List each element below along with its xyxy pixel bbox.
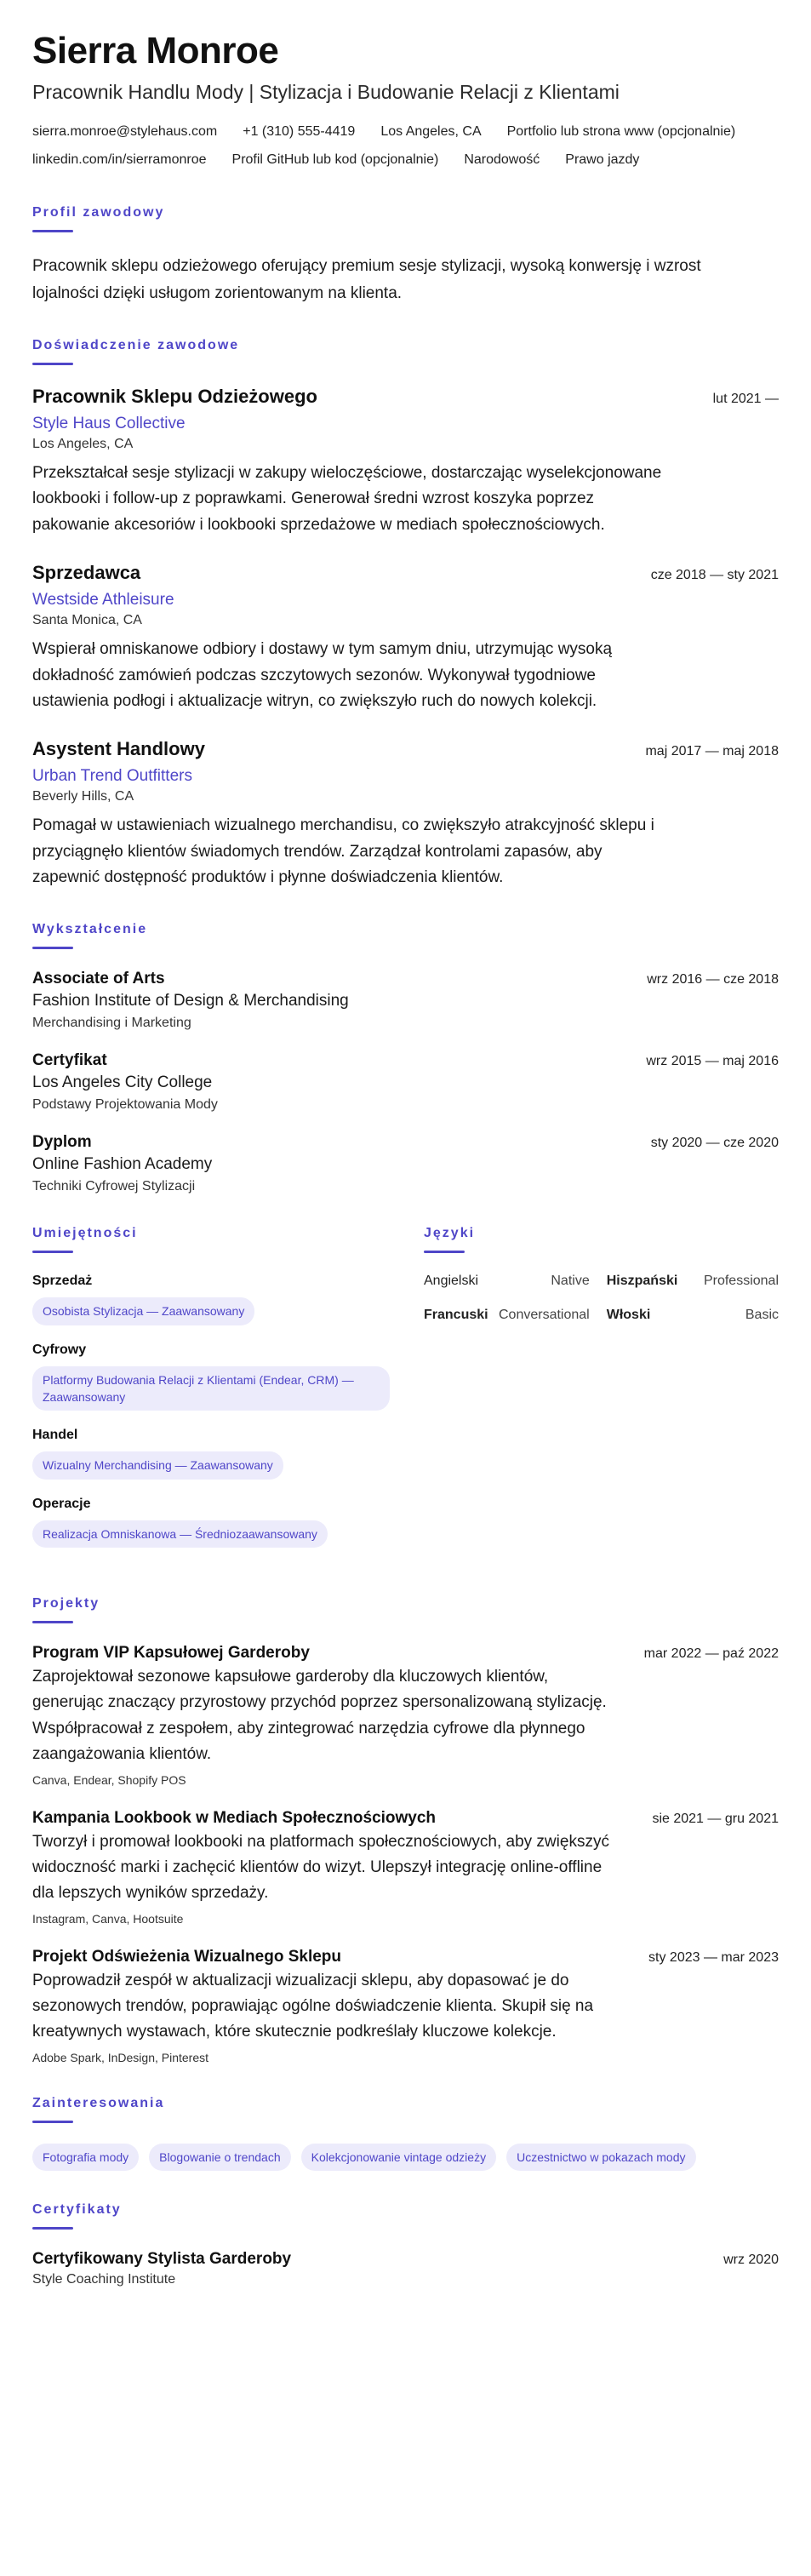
language-name: Hiszpański xyxy=(606,1274,678,1289)
project-description: Zaprojektował sezonowe kapsułowe garderoby dla kluczowych klientów, generując znaczący przyrostowy przychód poprzez spersonalizowaną stylizację. Współpracował z zespołem, aby zintegrować narzędzia cyfrowe dla płynnego zaangażowania klientów. xyxy=(32,1667,607,1764)
contact-portfolio[interactable]: Portfolio lub strona www (opcjonalnie) xyxy=(506,124,736,140)
project-entry xyxy=(32,1644,779,1787)
contact-location: Los Angeles, CA xyxy=(380,124,482,140)
job-company: Westside Athleisure xyxy=(32,591,174,610)
project-tools: Adobe Spark, InDesign, Pinterest xyxy=(32,2050,209,2064)
language-name: Angielski xyxy=(424,1274,479,1289)
headline: Pracownik Handlu Mody | Stylizacja i Budowanie Relacji z Klientami xyxy=(32,81,620,104)
education-field: Techniki Cyfrowej Stylizacji xyxy=(32,1179,196,1194)
interest-chip: Blogowanie o trendach xyxy=(149,2144,290,2171)
education-date: wrz 2016 — cze 2018 xyxy=(647,972,779,987)
skills-section xyxy=(32,1225,390,1564)
contact-email[interactable]: sierra.monroe@stylehaus.com xyxy=(32,124,218,140)
job-description: Wspierał omniskanowe odbiory i dostawy w tym samym dniu, utrzymując wysoką dokładność zamówień podczas szczytowych sezonów. Wykonywał tygodniowe ustawienia podłogi i aktualizacje witryn, co zwiększyło ruch do nowych kolekcji. xyxy=(32,640,613,710)
section-divider xyxy=(32,230,73,232)
skill-chip: Wizualny Merchandising — Zaawansowany xyxy=(32,1451,283,1479)
job-title: Pracownik Sklepu Odzieżowego xyxy=(32,385,317,407)
job-title: Asystent Handlowy xyxy=(32,738,205,760)
language-name: Francuski xyxy=(424,1308,488,1323)
education-field: Podstawy Projektowania Mody xyxy=(32,1097,218,1113)
resume-header xyxy=(32,31,779,174)
project-entry xyxy=(32,1948,779,2064)
skill-chip: Platformy Budowania Relacji z Klientami (Endear, CRM) — Zaawansowany xyxy=(32,1366,390,1411)
job-title: Sprzedawca xyxy=(32,562,141,584)
project-tools: Canva, Endear, Shopify POS xyxy=(32,1772,186,1787)
section-divider xyxy=(32,2227,73,2230)
job-entry xyxy=(32,386,779,538)
section-title: Profil zawodowy xyxy=(32,205,165,220)
languages-section xyxy=(424,1225,779,1564)
project-title: Projekt Odświeżenia Wizualnego Sklepu xyxy=(32,1947,342,1966)
candidate-name: Sierra Monroe xyxy=(32,30,279,72)
summary-text: Pracownik sklepu odzieżowego oferujący premium sesje stylizacji, wysoką konwersję i wzrost lojalności dzięki usługom zorientowanym na klienta. xyxy=(32,257,701,302)
job-entry xyxy=(32,738,779,890)
project-description: Tworzył i promował lookbooki na platformach społecznościowych, aby zwiększyć widoczność marki i zachęcić klientów do wizyt. Ulepszył integrację online-offline dla lepszych wyników sprzedaży. xyxy=(32,1832,609,1903)
certificate-entry xyxy=(32,2250,779,2287)
skill-group xyxy=(32,1428,390,1479)
skill-chip: Realizacja Omniskanowa — Średniozaawansowany xyxy=(32,1520,328,1548)
section-title: Umiejętności xyxy=(32,1226,138,1241)
interest-chip: Uczestnictwo w pokazach mody xyxy=(506,2144,695,2171)
certificate-name: Certyfikowany Stylista Garderoby xyxy=(32,2250,292,2269)
education-field: Merchandising i Marketing xyxy=(32,1016,191,1031)
languages-list xyxy=(424,1274,779,1323)
contact-github[interactable]: Profil GitHub lub kod (opcjonalnie) xyxy=(231,152,439,168)
skill-group-title: Sprzedaż xyxy=(32,1274,93,1289)
summary-section xyxy=(32,204,779,306)
interest-chip: Kolekcjonowanie vintage odzieży xyxy=(301,2144,496,2171)
job-description: Pomagał w ustawieniach wizualnego merchandisu, co zwiększyło atrakcyjność sklepu i przyciągnęło klientów świadomych trendów. Zarządzał kontrolami zapasów, aby zapewnić dostępność produktów i płynne doświadczenia klientów. xyxy=(32,816,654,887)
section-title: Projekty xyxy=(32,1595,100,1611)
section-title: Języki xyxy=(424,1226,476,1241)
job-date: cze 2018 — sty 2021 xyxy=(650,568,779,583)
project-date: sty 2023 — mar 2023 xyxy=(648,1949,779,1965)
interests-section xyxy=(32,2095,779,2171)
contact-license: Prawo jazdy xyxy=(565,152,640,168)
certificate-issuer: Style Coaching Institute xyxy=(32,2272,176,2287)
education-date: sty 2020 — cze 2020 xyxy=(650,1136,779,1151)
job-date: lut 2021 — xyxy=(712,391,779,406)
skill-group-title: Operacje xyxy=(32,1496,91,1511)
projects-section xyxy=(32,1595,779,2064)
interest-chip: Fotografia mody xyxy=(32,2144,139,2171)
skills-languages-row xyxy=(32,1225,779,1564)
job-location: Santa Monica, CA xyxy=(32,613,142,628)
job-description: Przekształcał sesje stylizacji w zakupy wieloczęściowe, dostarczając wyselekcjonowane lookbooki i follow-up z poprawkami. Generował średni wzrost koszyka poprzez pakowanie akcesoriów i lookbooki sprzedażowe w mediach społecznościowych. xyxy=(32,463,662,534)
language-level: Conversational xyxy=(499,1308,590,1323)
education-school: Online Fashion Academy xyxy=(32,1155,213,1174)
education-degree: Dyplom xyxy=(32,1133,92,1152)
interests-list xyxy=(32,2144,779,2171)
education-entry xyxy=(32,1051,779,1113)
section-title: Wykształcenie xyxy=(32,922,148,937)
section-divider xyxy=(32,363,73,365)
contact-info xyxy=(32,117,779,174)
section-divider xyxy=(32,1251,73,1253)
contact-linkedin[interactable]: linkedin.com/in/sierramonroe xyxy=(32,152,207,168)
project-title: Program VIP Kapsułowej Garderoby xyxy=(32,1643,310,1662)
section-divider xyxy=(32,1621,73,1623)
experience-section xyxy=(32,337,779,891)
certificates-section xyxy=(32,2201,779,2287)
project-entry xyxy=(32,1809,779,1926)
education-section xyxy=(32,921,779,1194)
contact-phone[interactable]: +1 (310) 555-4419 xyxy=(243,124,356,140)
education-school: Fashion Institute of Design & Merchandising xyxy=(32,992,349,1010)
language-name: Włoski xyxy=(606,1308,651,1323)
skill-group-title: Cyfrowy xyxy=(32,1342,87,1357)
skill-group xyxy=(32,1274,390,1325)
certificate-date: wrz 2020 xyxy=(723,2253,779,2268)
education-degree: Associate of Arts xyxy=(32,970,165,988)
section-title: Doświadczenie zawodowe xyxy=(32,337,240,352)
section-title: Zainteresowania xyxy=(32,2095,165,2110)
education-date: wrz 2015 — maj 2016 xyxy=(646,1054,779,1069)
education-degree: Certyfikat xyxy=(32,1051,107,1070)
job-date: maj 2017 — maj 2018 xyxy=(645,744,779,759)
job-entry xyxy=(32,562,779,714)
education-entry xyxy=(32,970,779,1031)
education-entry xyxy=(32,1133,779,1194)
job-company: Urban Trend Outfitters xyxy=(32,767,192,786)
skill-group xyxy=(32,1497,390,1548)
job-company: Style Haus Collective xyxy=(32,414,186,432)
section-divider xyxy=(32,947,73,949)
job-location: Beverly Hills, CA xyxy=(32,789,134,804)
skill-group-title: Handel xyxy=(32,1428,78,1443)
language-level: Native xyxy=(551,1274,590,1289)
section-divider xyxy=(424,1251,465,1253)
education-school: Los Angeles City College xyxy=(32,1073,213,1092)
language-level: Professional xyxy=(703,1274,779,1289)
project-title: Kampania Lookbook w Mediach Społecznościowych xyxy=(32,1808,437,1827)
skill-group xyxy=(32,1342,390,1411)
project-date: mar 2022 — paź 2022 xyxy=(643,1646,779,1661)
contact-nationality: Narodowość xyxy=(464,152,540,168)
project-tools: Instagram, Canva, Hootsuite xyxy=(32,1911,184,1926)
project-date: sie 2021 — gru 2021 xyxy=(652,1811,779,1826)
section-title: Certyfikaty xyxy=(32,2202,122,2218)
section-divider xyxy=(32,2121,73,2123)
job-location: Los Angeles, CA xyxy=(32,436,134,451)
language-level: Basic xyxy=(745,1308,779,1323)
skill-chip: Osobista Stylizacja — Zaawansowany xyxy=(32,1297,254,1325)
project-description: Poprowadził zespół w aktualizacji wizualizacji sklepu, aby dopasować je do sezonowych trendów, poprawiając ogólne doświadczenie klienta. Skupił się na kreatywnych wystawach, które skutecznie podkreślały kluczowe kolekcje. xyxy=(32,1971,594,2041)
